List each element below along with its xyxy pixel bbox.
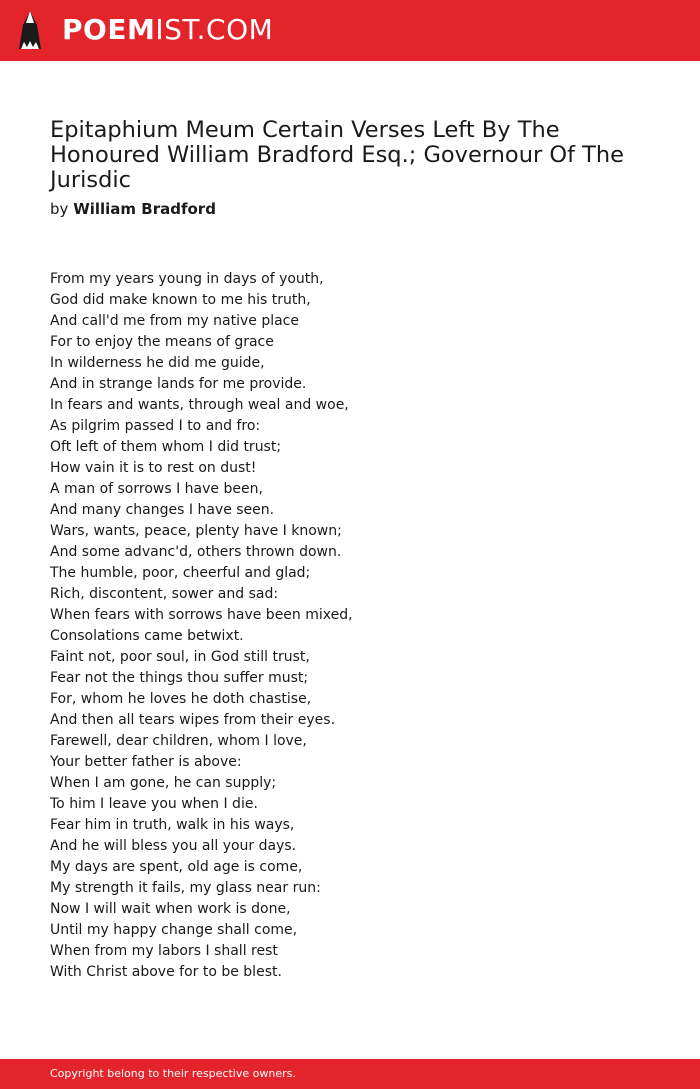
- poem-line: From my years young in days of youth,: [50, 271, 324, 287]
- poem-line: Fear him in truth, walk in his ways,: [50, 817, 295, 833]
- brand-light: IST.COM: [155, 13, 274, 46]
- poem-line: In fears and wants, through weal and woe,: [50, 397, 349, 413]
- site-logo[interactable]: [62, 12, 273, 48]
- poem-line: For, whom he loves he doth chastise,: [50, 691, 312, 707]
- poem-line: With Christ above for to be blest.: [50, 964, 282, 980]
- poem-line: Faint not, poor soul, in God still trust,: [50, 649, 310, 665]
- poem-line: My strength it fails, my glass near run:: [50, 880, 321, 896]
- poem-line: God did make known to me his truth,: [50, 292, 311, 308]
- poem-line: To him I leave you when I die.: [50, 796, 258, 812]
- poem-line: A man of sorrows I have been,: [50, 481, 263, 497]
- copyright-text: Copyright belong to their respective owners.: [50, 1067, 296, 1080]
- poem-line: My days are spent, old age is come,: [50, 859, 303, 875]
- poem-line: Now I will wait when work is done,: [50, 901, 291, 917]
- poem-title: Epitaphium Meum Certain Verses Left By The Honoured William Bradford Esq.; Governour Of The Jurisdic: [50, 117, 624, 193]
- byline: [50, 199, 216, 219]
- poem-line: And call'd me from my native place: [50, 313, 299, 329]
- brand-bold: POEM: [62, 13, 156, 46]
- poem-line: Until my happy change shall come,: [50, 922, 298, 938]
- poem-line: Rich, discontent, sower and sad:: [50, 586, 279, 602]
- poem-line: Wars, wants, peace, plenty have I known;: [50, 523, 342, 539]
- pen-nib-icon[interactable]: [17, 9, 43, 52]
- site-footer: [0, 1059, 700, 1089]
- poem-line: The humble, poor, cheerful and glad;: [50, 565, 311, 581]
- poem-line: Fear not the things thou suffer must;: [50, 670, 309, 686]
- author-name: William Bradford: [73, 200, 216, 218]
- by-label: by: [50, 200, 69, 218]
- poem-line: Farewell, dear children, whom I love,: [50, 733, 307, 749]
- poem-line: And in strange lands for me provide.: [50, 376, 307, 392]
- poem-line: And then all tears wipes from their eyes.: [50, 712, 336, 728]
- poem-line: Consolations came betwixt.: [50, 628, 244, 644]
- poem-line: How vain it is to rest on dust!: [50, 460, 257, 476]
- poem-line: And he will bless you all your days.: [50, 838, 297, 854]
- poem-line: And many changes I have seen.: [50, 502, 275, 518]
- poem-line: Your better father is above:: [50, 754, 242, 770]
- poem-line: When fears with sorrows have been mixed,: [50, 607, 353, 623]
- poem-line: In wilderness he did me guide,: [50, 355, 265, 371]
- poem-line: When I am gone, he can supply;: [50, 775, 277, 791]
- poem-line: And some advanc'd, others thrown down.: [50, 544, 342, 560]
- poem-line: Oft left of them whom I did trust;: [50, 439, 282, 455]
- poem-body: [50, 269, 353, 983]
- poem-line: For to enjoy the means of grace: [50, 334, 274, 350]
- site-header: [0, 0, 700, 61]
- poem-line: When from my labors I shall rest: [50, 943, 278, 959]
- poem-line: As pilgrim passed I to and fro:: [50, 418, 261, 434]
